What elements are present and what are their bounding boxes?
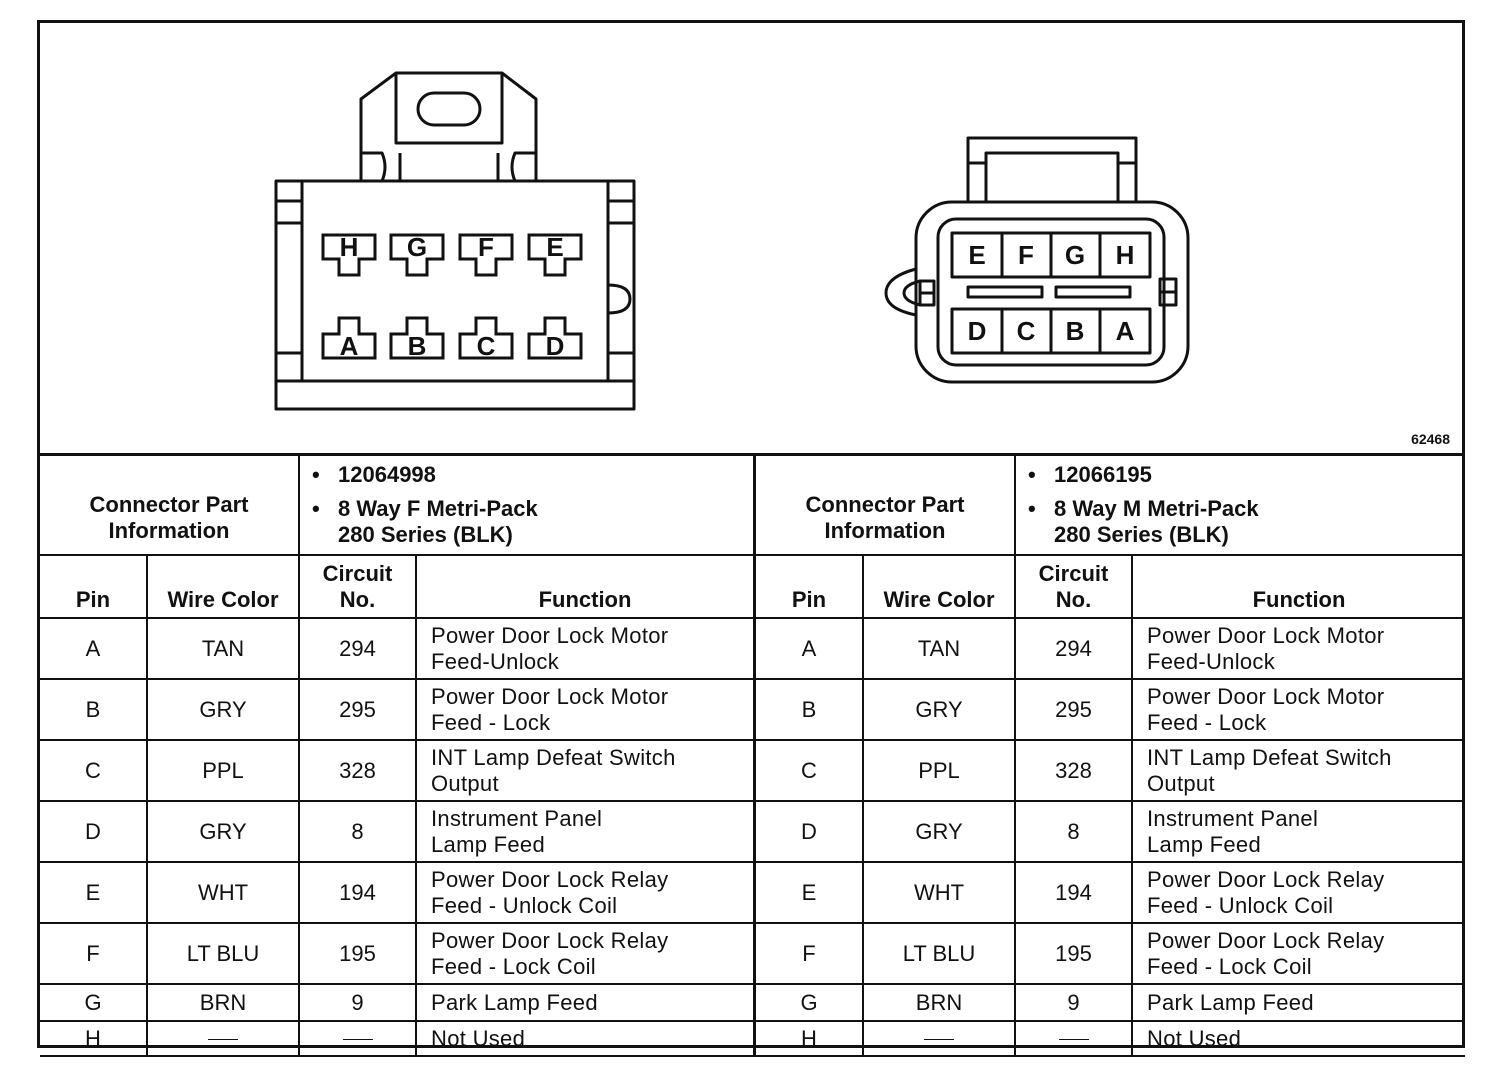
header-function: Function (1132, 555, 1465, 618)
female-pin-cavity-c (460, 318, 512, 361)
circuit-cell: 9 (299, 984, 416, 1021)
function-cell (1132, 984, 1465, 1021)
bullet-icon: • (312, 496, 320, 521)
header-row (40, 555, 753, 618)
wire-color-cell (863, 1021, 1015, 1056)
empty-dash (924, 1039, 954, 1040)
function-cell (1132, 618, 1465, 679)
table-row (756, 923, 1465, 984)
male-pin-label-h: H (1115, 240, 1135, 270)
part-info-label (40, 456, 299, 555)
function-cell (416, 618, 753, 679)
function-line1: Power Door Lock Relay (1147, 927, 1385, 953)
wire-color-cell: BRN (147, 984, 299, 1021)
function-line1: INT Lamp Defeat Switch (1147, 744, 1392, 770)
circuit-cell: 8 (299, 801, 416, 862)
function-line2: Lamp Feed (431, 831, 546, 857)
table-row (756, 740, 1465, 801)
table-row (40, 679, 753, 740)
circuit-cell: 195 (1015, 923, 1132, 984)
pin-cell: G (40, 984, 147, 1021)
circuit-cell: 294 (1015, 618, 1132, 679)
function-line2: Feed - Lock (1147, 709, 1267, 735)
empty-dash (343, 1039, 373, 1040)
circuit-cell: 195 (299, 923, 416, 984)
function-line1: Instrument Panel (1147, 805, 1319, 831)
pin-cell: F (40, 923, 147, 984)
table-row (40, 923, 753, 984)
header-circuit-line2: No. (1055, 587, 1092, 612)
wire-color-cell: TAN (863, 618, 1015, 679)
function-line1: INT Lamp Defeat Switch (431, 744, 676, 770)
wire-color-cell: WHT (147, 862, 299, 923)
wire-color-cell: GRY (863, 801, 1015, 862)
part-number: 12066195 (1054, 462, 1152, 487)
function-line2: Feed - Unlock Coil (1147, 892, 1334, 918)
figure-number: 62468 (1411, 431, 1450, 447)
table-row (756, 801, 1465, 862)
male-pin-label-e: E (968, 240, 986, 270)
pin-cell: H (756, 1021, 863, 1056)
female-pin-cavity-d (529, 318, 581, 361)
function-line1: Park Lamp Feed (431, 989, 598, 1015)
header-wire-color: Wire Color (147, 555, 299, 618)
male-pin-label-b: B (1065, 316, 1085, 346)
function-line1: Instrument Panel (431, 805, 603, 831)
pin-cell: E (40, 862, 147, 923)
header-circuit-line1: Circuit (322, 561, 393, 586)
pin-cell: H (40, 1021, 147, 1056)
circuit-cell: 9 (1015, 984, 1132, 1021)
female-pin-cavity-f (460, 232, 512, 275)
header-function: Function (416, 555, 753, 618)
function-line1: Power Door Lock Relay (431, 866, 669, 892)
pin-cell: A (756, 618, 863, 679)
function-line2: Feed-Unlock (431, 648, 560, 674)
circuit-cell (1015, 1021, 1132, 1056)
function-line2: Lamp Feed (1147, 831, 1262, 857)
male-connector-outline (886, 138, 1188, 382)
header-wire-color: Wire Color (863, 555, 1015, 618)
pinout-table (40, 456, 753, 1057)
function-line2: Feed-Unlock (1147, 648, 1276, 674)
part-label-line1: Connector Part (89, 492, 249, 517)
function-cell (1132, 801, 1465, 862)
empty-dash (208, 1039, 238, 1040)
male-pin-label-g: G (1064, 240, 1086, 270)
pin-cell: A (40, 618, 147, 679)
function-line1: Power Door Lock Motor (431, 683, 669, 709)
header-pin: Pin (756, 555, 863, 618)
function-line2: Feed - Lock (431, 709, 551, 735)
pin-cell: E (756, 862, 863, 923)
wire-color-cell: LT BLU (147, 923, 299, 984)
table-row (40, 618, 753, 679)
function-line2: Output (1147, 770, 1215, 796)
wire-color-cell: PPL (863, 740, 1015, 801)
part-info-row (756, 456, 1465, 555)
function-line2: Output (431, 770, 499, 796)
part-label-line2: Information (824, 518, 946, 543)
female-pin-label: C (476, 331, 496, 361)
header-pin: Pin (40, 555, 147, 618)
function-line2: Feed - Lock Coil (431, 953, 596, 979)
pin-cell: F (756, 923, 863, 984)
female-pin-cavity-e (529, 232, 581, 275)
part-info-label (756, 456, 1015, 555)
function-cell (1132, 1021, 1465, 1056)
female-connector-table (40, 456, 753, 1057)
function-cell (1132, 862, 1465, 923)
circuit-cell: 194 (299, 862, 416, 923)
bullet-icon: • (312, 462, 320, 487)
connector-drawings (40, 23, 1462, 453)
function-line2: Feed - Lock Coil (1147, 953, 1312, 979)
wire-color-cell: TAN (147, 618, 299, 679)
part-label-line2: Information (108, 518, 230, 543)
pin-cell: D (756, 801, 863, 862)
male-pin-label-d: D (967, 316, 987, 346)
header-circuit-no (1015, 555, 1132, 618)
male-pin-label-c: C (1016, 316, 1036, 346)
function-cell (416, 679, 753, 740)
table-row (756, 1021, 1465, 1056)
function-cell (1132, 740, 1465, 801)
function-line1: Not Used (431, 1025, 526, 1051)
table-row (40, 801, 753, 862)
function-line1: Power Door Lock Relay (1147, 866, 1385, 892)
female-pin-cavity-b (391, 318, 443, 361)
part-desc-line2: 280 Series (BLK) (1054, 522, 1229, 547)
part-desc-line2: 280 Series (BLK) (338, 522, 513, 547)
function-cell (416, 1021, 753, 1056)
part-info-details (1015, 456, 1465, 555)
table-row (40, 862, 753, 923)
wire-color-cell: LT BLU (863, 923, 1015, 984)
pin-cell: C (756, 740, 863, 801)
table-row (756, 862, 1465, 923)
female-pin-label: H (339, 232, 359, 262)
circuit-cell: 8 (1015, 801, 1132, 862)
function-cell (1132, 679, 1465, 740)
male-connector-table (753, 456, 1465, 1057)
part-desc-line1: 8 Way M Metri-Pack (1054, 496, 1259, 521)
function-line1: Not Used (1147, 1025, 1242, 1051)
header-circuit-line1: Circuit (1038, 561, 1109, 586)
function-line1: Power Door Lock Motor (1147, 683, 1385, 709)
female-pin-cavity-g (391, 232, 443, 275)
table-row (40, 1021, 753, 1056)
part-info-details (299, 456, 753, 555)
part-number: 12064998 (338, 462, 436, 487)
function-cell (1132, 923, 1465, 984)
wire-color-cell: WHT (863, 862, 1015, 923)
part-label-line1: Connector Part (805, 492, 965, 517)
circuit-cell: 295 (1015, 679, 1132, 740)
function-cell (416, 801, 753, 862)
function-line1: Park Lamp Feed (1147, 989, 1314, 1015)
empty-dash (1059, 1039, 1089, 1040)
function-cell (416, 740, 753, 801)
female-pin-cavity-a (323, 318, 375, 361)
wire-color-cell (147, 1021, 299, 1056)
table-row (40, 984, 753, 1021)
bullet-icon: • (1028, 462, 1036, 487)
function-line1: Power Door Lock Motor (431, 622, 669, 648)
function-line2: Feed - Unlock Coil (431, 892, 618, 918)
bullet-icon: • (1028, 496, 1036, 521)
function-cell (416, 862, 753, 923)
wire-color-cell: GRY (147, 679, 299, 740)
circuit-cell: 328 (1015, 740, 1132, 801)
function-line1: Power Door Lock Motor (1147, 622, 1385, 648)
female-pin-label: B (407, 331, 427, 361)
female-pin-label: G (406, 232, 428, 262)
female-pin-label: F (478, 232, 494, 262)
female-pin-cavity-h (323, 232, 375, 275)
table-row (756, 679, 1465, 740)
circuit-cell: 295 (299, 679, 416, 740)
circuit-cell: 328 (299, 740, 416, 801)
part-desc-line1: 8 Way F Metri-Pack (338, 496, 538, 521)
pin-cell: D (40, 801, 147, 862)
table-row (40, 740, 753, 801)
wire-color-cell: GRY (863, 679, 1015, 740)
part-info-row (40, 456, 753, 555)
function-line1: Power Door Lock Relay (431, 927, 669, 953)
circuit-cell: 194 (1015, 862, 1132, 923)
pin-cell: B (756, 679, 863, 740)
circuit-cell (299, 1021, 416, 1056)
function-cell (416, 984, 753, 1021)
circuit-cell: 294 (299, 618, 416, 679)
male-pin-label-f: F (1018, 240, 1034, 270)
pin-cell: G (756, 984, 863, 1021)
function-cell (416, 923, 753, 984)
male-pin-label-a: A (1115, 316, 1135, 346)
header-circuit-line2: No. (339, 587, 376, 612)
female-pin-label: D (545, 331, 565, 361)
connector-sheet (37, 20, 1465, 1051)
pin-cell: C (40, 740, 147, 801)
wire-color-cell: BRN (863, 984, 1015, 1021)
female-pin-label: E (546, 232, 564, 262)
table-row (756, 618, 1465, 679)
pin-cell: B (40, 679, 147, 740)
pinout-table (756, 456, 1465, 1057)
pinout-tables (40, 453, 1462, 1051)
wire-color-cell: GRY (147, 801, 299, 862)
female-pin-label: A (339, 331, 359, 361)
header-circuit-no (299, 555, 416, 618)
header-row (756, 555, 1465, 618)
table-row (756, 984, 1465, 1021)
wire-color-cell: PPL (147, 740, 299, 801)
